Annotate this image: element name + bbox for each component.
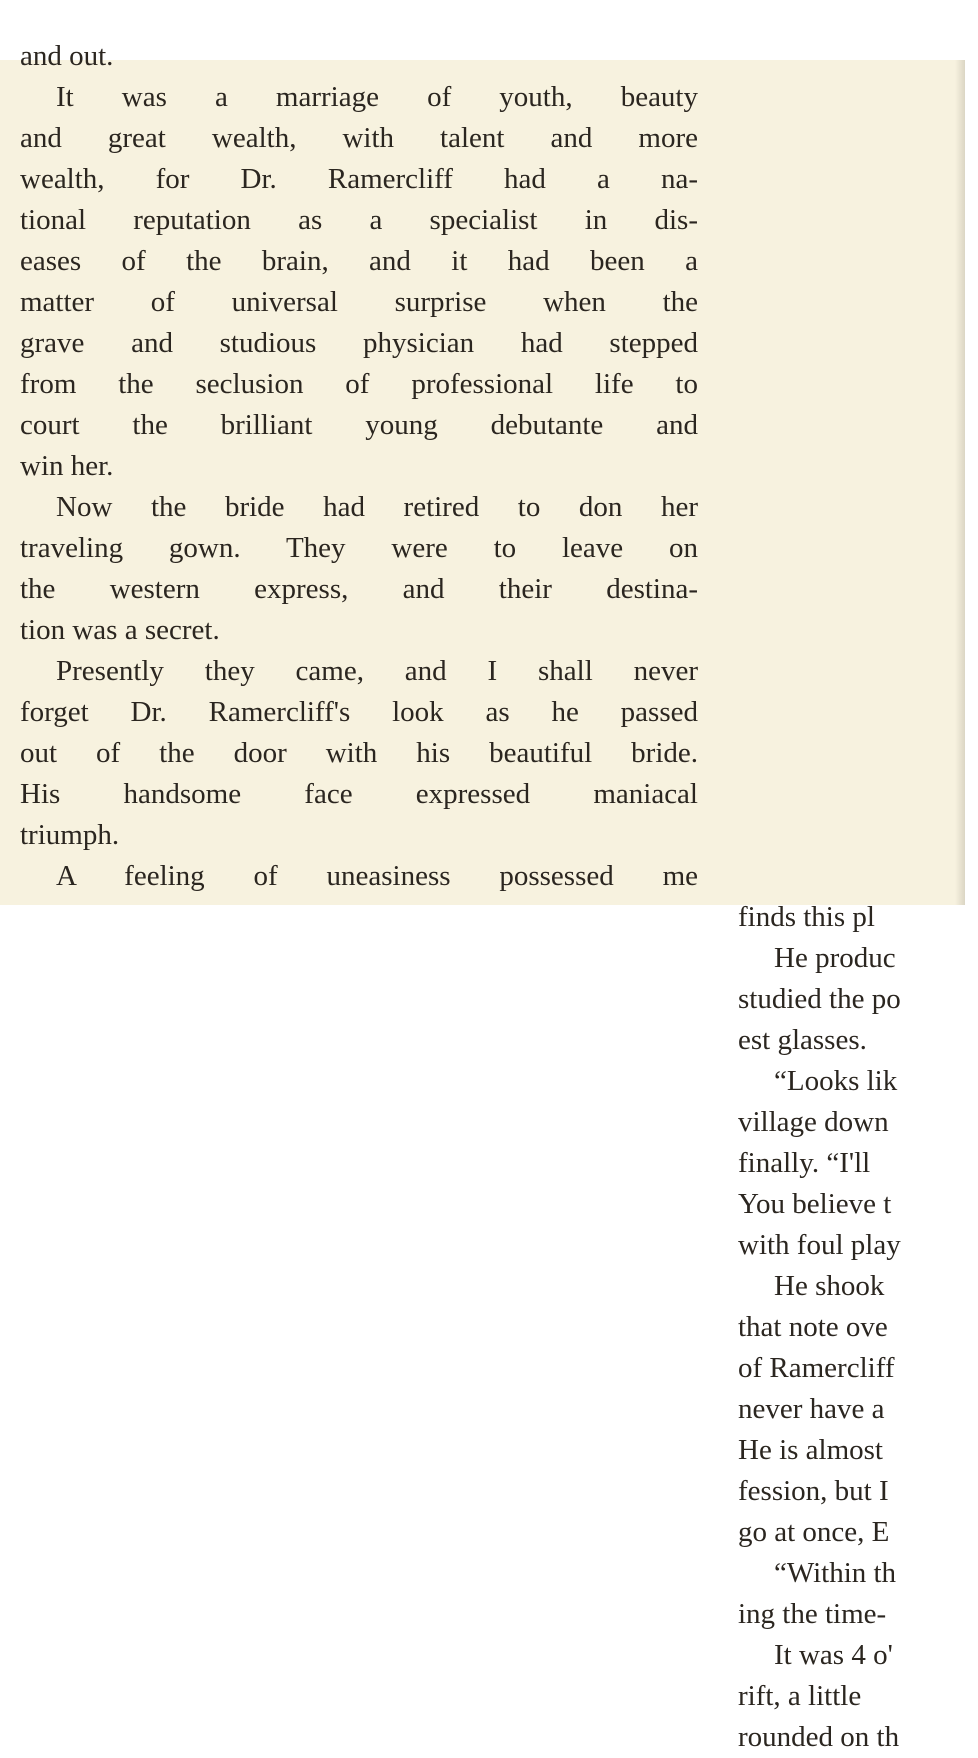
text-line: He is almost: [738, 1434, 883, 1466]
text-line: of Ramercliff: [738, 1352, 895, 1384]
text-line: court the brilliant young debutante and: [20, 409, 698, 441]
text-line: ing the time-: [738, 1598, 887, 1630]
text-line: rift, a little: [738, 1680, 862, 1712]
text-line: grave and studious physician had stepped: [20, 327, 698, 359]
text-line: triumph.: [20, 819, 120, 851]
text-line: out of the door with his beautiful bride.: [20, 737, 698, 769]
text-line: that note ove: [738, 1311, 888, 1343]
text-line: win her.: [20, 450, 114, 482]
text-line: matter of universal surprise when the: [20, 286, 698, 318]
text-line: forget Dr. Ramercliff's look as he passed: [20, 696, 698, 728]
text-line: You believe t: [738, 1188, 892, 1220]
text-line: tional reputation as a specialist in dis-: [20, 204, 698, 236]
text-line: finds this pl: [738, 901, 875, 933]
text-line: “Looks lik: [774, 1065, 898, 1097]
text-line: with foul play: [738, 1229, 901, 1261]
text-line: He shook: [774, 1270, 885, 1302]
text-line: His handsome face expressed maniacal: [20, 778, 698, 810]
text-line: It was a marriage of youth, beauty: [56, 81, 698, 113]
text-line: never have a: [738, 1393, 885, 1425]
text-line: the western express, and their destina-: [20, 573, 698, 605]
text-line: A feeling of uneasiness possessed me: [56, 860, 698, 892]
left-text-column: [20, 36, 700, 897]
text-line: tion was a secret.: [20, 614, 220, 646]
text-line: village down: [738, 1106, 889, 1138]
page-edge-shadow: [955, 60, 965, 905]
text-line: traveling gown. They were to leave on: [20, 532, 698, 564]
text-line: fession, but I: [738, 1475, 889, 1507]
newspaper-scan: [0, 40, 965, 1753]
text-line: finally. “I'll: [738, 1147, 871, 1179]
text-line: go at once, E: [738, 1516, 890, 1548]
text-line: eases of the brain, and it had been a: [20, 245, 698, 277]
text-line: and great wealth, with talent and more: [20, 122, 698, 154]
text-line: He produc: [774, 942, 896, 974]
text-line: est glasses.: [738, 1024, 867, 1056]
text-line: and out.: [20, 40, 114, 72]
text-line: from the seclusion of professional life to: [20, 368, 698, 400]
text-line: wealth, for Dr. Ramercliff had a na-: [20, 163, 698, 195]
text-line: Now the bride had retired to don her: [56, 491, 698, 523]
right-text-column: [738, 897, 978, 1758]
text-line: It was 4 o': [774, 1639, 893, 1671]
text-line: studied the po: [738, 983, 901, 1015]
text-line: Presently they came, and I shall never: [56, 655, 698, 687]
text-line: “Within th: [774, 1557, 897, 1589]
text-line: rounded on th: [738, 1721, 900, 1753]
